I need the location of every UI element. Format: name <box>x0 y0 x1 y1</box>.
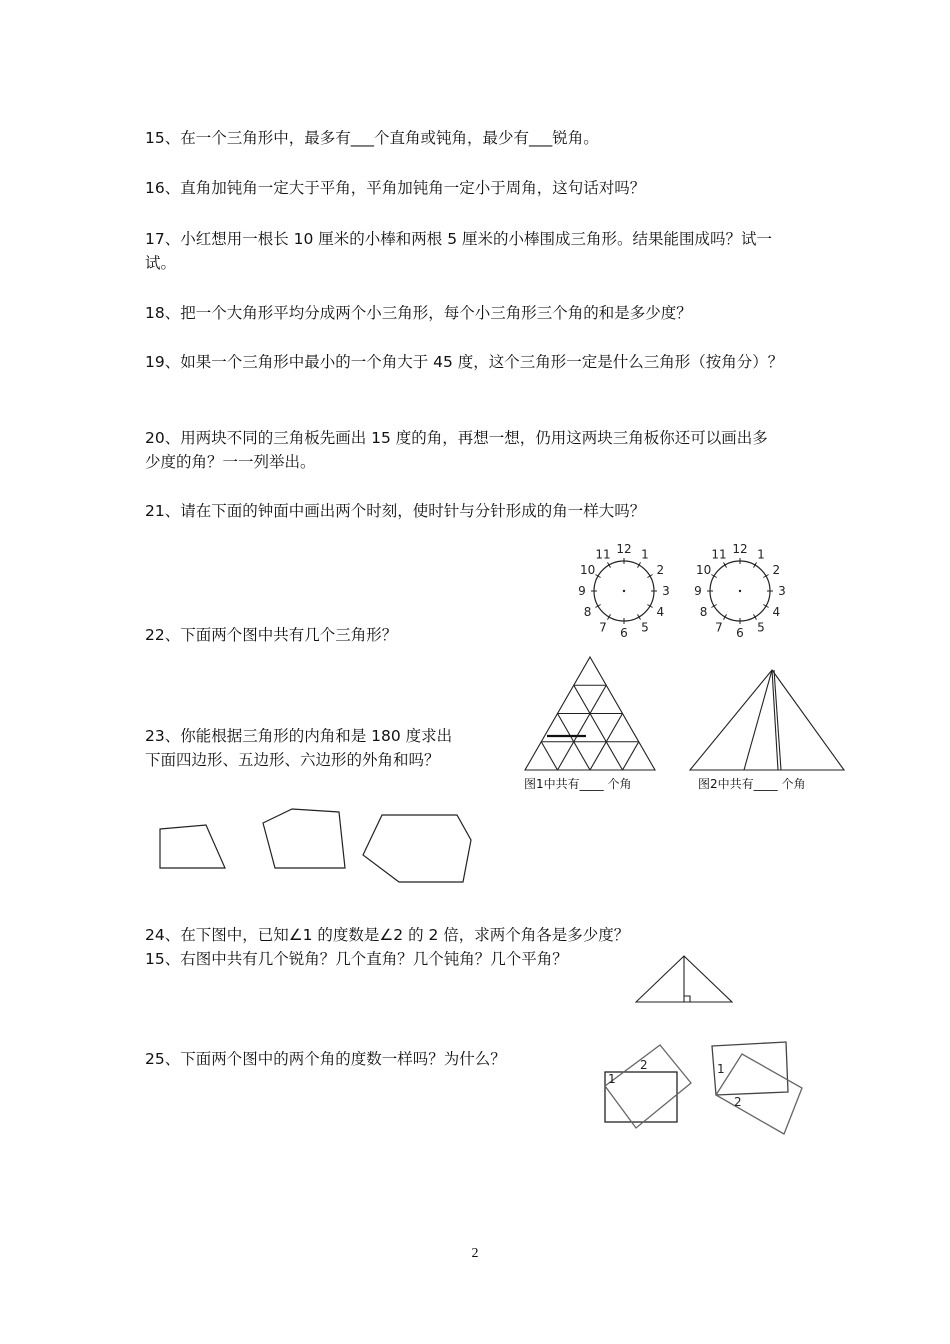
clock-number-2: 2 <box>656 563 665 577</box>
question-25: 25、下面两个图中的两个角的度数一样吗？为什么？ <box>145 1050 506 1068</box>
clock-number-3: 3 <box>662 584 670 598</box>
overlapping-rectangles-figure-2 <box>706 1038 806 1138</box>
question-16: 16、直角加钝角一定大于平角，平角加钝角一定小于周角，这句话对吗？ <box>145 179 646 197</box>
figure-1-caption: 图1中共有____ 个角 <box>524 777 632 791</box>
pentagon-shape <box>255 800 355 875</box>
clock-number-6: 6 <box>620 626 628 640</box>
question-20-line1: 20、用两块不同的三角板先画出 15 度的角，再想一想，仍用这两块三角板你还可以画出多 <box>145 429 768 447</box>
clock-number-3: 3 <box>778 584 786 598</box>
clock-number-9: 9 <box>694 584 702 598</box>
clock-number-2: 2 <box>772 563 781 577</box>
clock-number-12: 12 <box>616 542 632 556</box>
clock-number-8: 8 <box>699 605 708 619</box>
question-23-line2: 下面四边形、五边形、六边形的外角和吗？ <box>145 751 440 769</box>
clock-number-5: 5 <box>757 620 765 635</box>
triangle-grid-figure-1 <box>520 652 660 774</box>
angle-2-label-figure-2: 2 <box>734 1095 742 1109</box>
question-19: 19、如果一个三角形中最小的一个角大于 45 度，这个三角形一定是什么三角形（按角分）？ <box>145 353 784 371</box>
clock-number-10: 10 <box>579 563 596 577</box>
figure-2-caption: 图2中共有____ 个角 <box>698 777 806 791</box>
clock-face-2[interactable] <box>692 540 786 640</box>
question-17-line2: 试。 <box>145 254 177 272</box>
clock-number-5: 5 <box>641 620 649 635</box>
clock-number-4: 4 <box>656 605 665 619</box>
clock-number-12: 12 <box>732 542 748 556</box>
clock-number-7: 7 <box>715 620 723 635</box>
clock-number-4: 4 <box>772 605 781 619</box>
clock-number-1: 1 <box>641 547 649 562</box>
question-17-line1: 17、小红想用一根长 10 厘米的小棒和两根 5 厘米的小棒围成三角形。结果能围成吗？试一 <box>145 230 773 248</box>
question-20-line2: 少度的角？一一列举出。 <box>145 453 316 471</box>
triangle-lines-figure-2 <box>686 666 848 774</box>
clock-face-1[interactable] <box>576 540 670 640</box>
angle-1-label-figure-1: 1 <box>608 1072 616 1086</box>
question-21: 21、请在下面的钟面中画出两个时刻，使时针与分针形成的角一样大吗？ <box>145 502 646 520</box>
angle-2-label-figure-1: 2 <box>640 1058 648 1072</box>
question-24: 24、在下图中，已知∠1 的度数是∠2 的 2 倍，求两个角各是多少度？ <box>145 926 630 944</box>
question-22: 22、下面两个图中共有几个三角形？ <box>145 626 398 644</box>
clock-number-10: 10 <box>695 563 712 577</box>
clock-number-11: 11 <box>595 547 611 562</box>
clock-number-1: 1 <box>757 547 765 562</box>
angle-1-label-figure-2: 1 <box>717 1062 725 1076</box>
quadrilateral-shape <box>150 815 235 875</box>
page-number: 2 <box>471 1246 479 1261</box>
clock-number-8: 8 <box>583 605 592 619</box>
clock-number-6: 6 <box>736 626 744 640</box>
clock-number-11: 11 <box>711 547 727 562</box>
overlapping-rectangles-figure-1 <box>596 1040 696 1135</box>
question-23-line1: 23、你能根据三角形的内角和是 180 度求出 <box>145 727 453 745</box>
question-15b: 15、右图中共有几个锐角？几个直角？几个钝角？几个平角？ <box>145 950 568 968</box>
clock-number-7: 7 <box>599 620 607 635</box>
triangle-altitude-figure <box>630 950 740 1008</box>
question-18: 18、把一个大角形平均分成两个小三角形，每个小三角形三个角的和是多少度？ <box>145 304 692 322</box>
clock-number-9: 9 <box>578 584 586 598</box>
question-15a: 15、在一个三角形中，最多有___个直角或钝角，最少有___锐角。 <box>145 129 599 147</box>
hexagon-shape <box>355 808 480 890</box>
